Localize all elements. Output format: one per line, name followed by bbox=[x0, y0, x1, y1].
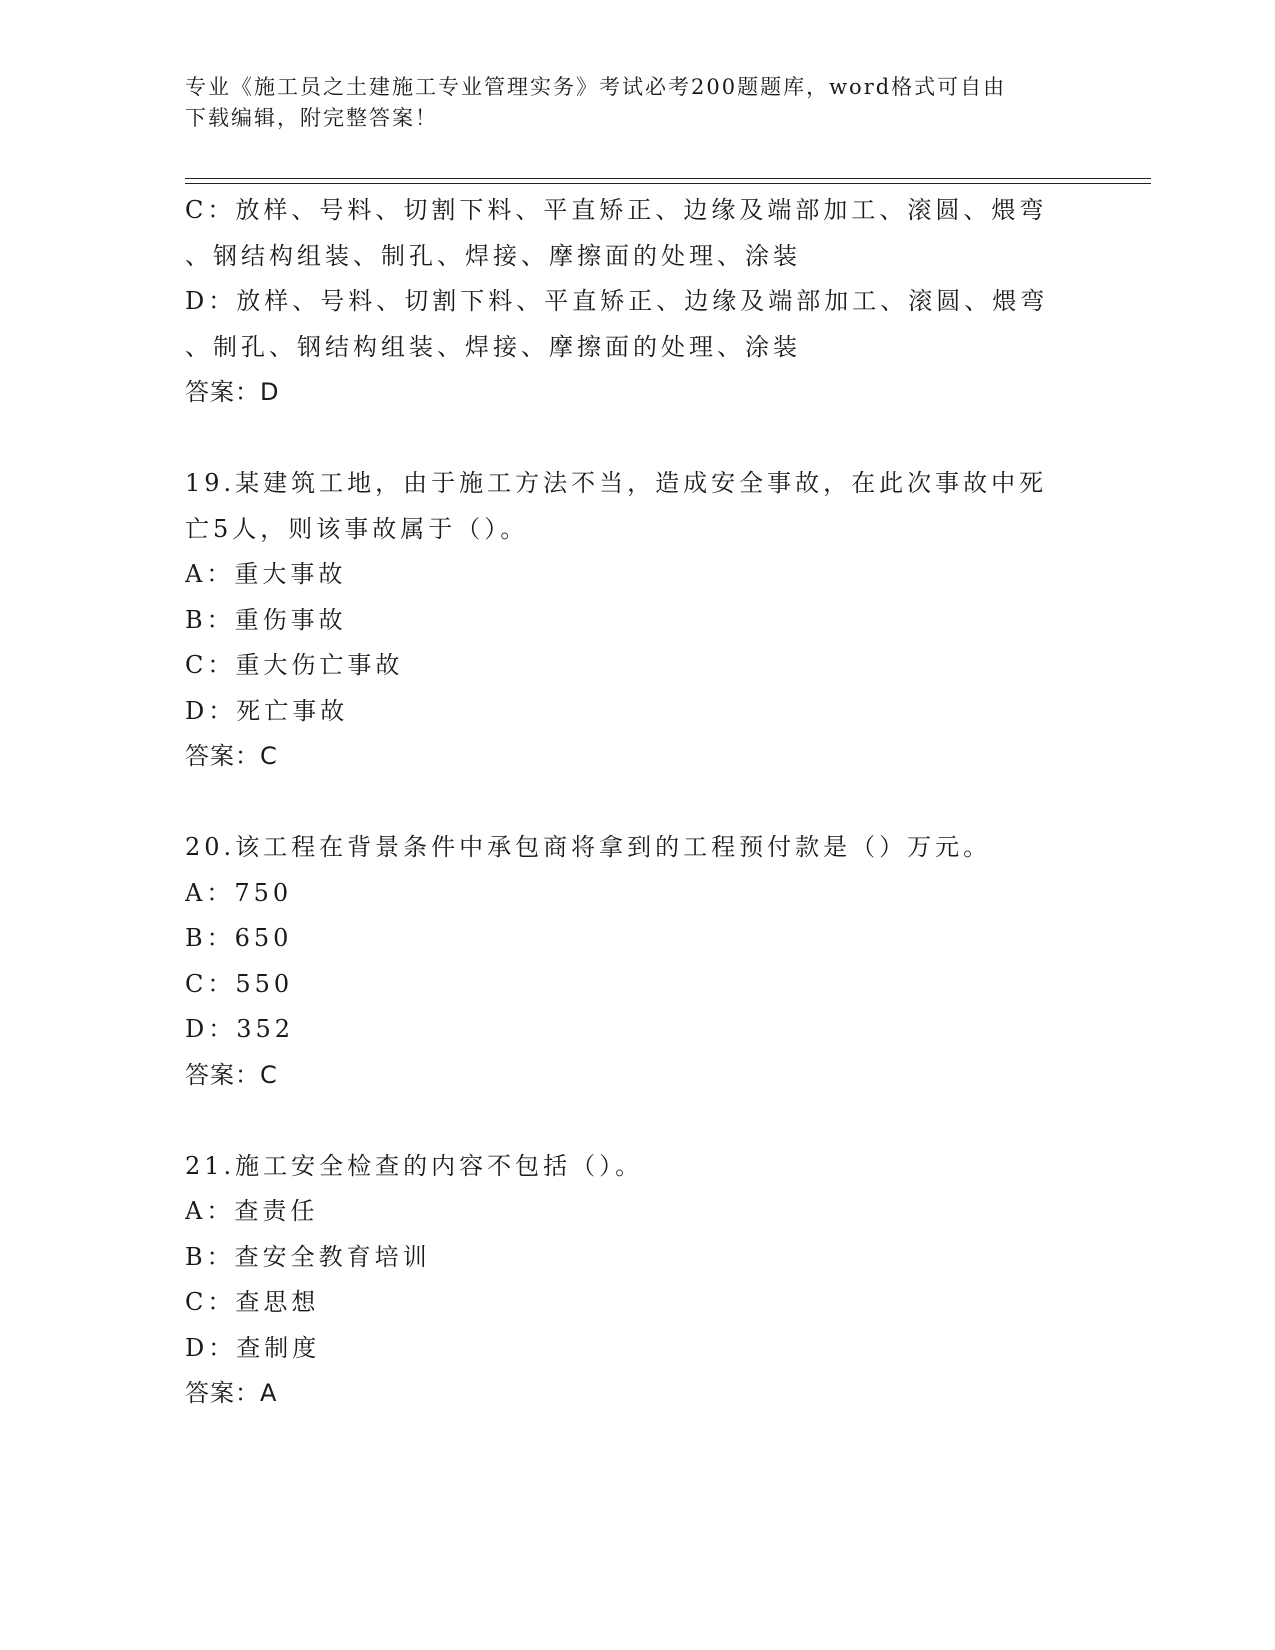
option-text: C：550 bbox=[185, 969, 294, 998]
header-divider-bottom bbox=[185, 183, 1151, 184]
question-spacer bbox=[185, 780, 1065, 826]
option-text: C：重大伤亡事故 bbox=[185, 651, 404, 679]
answer-line: 答案：A bbox=[185, 1379, 278, 1407]
question-stem: 19.某建筑工地，由于施工方法不当，造成安全事故，在此次事故中死 bbox=[185, 469, 1048, 497]
document-header bbox=[185, 72, 1065, 134]
option-text: B：650 bbox=[185, 924, 293, 952]
question-spacer bbox=[185, 1098, 1065, 1144]
option-text: 、钢结构组装、制孔、焊接、摩擦面的处理、涂装 bbox=[185, 241, 801, 270]
option-text: D：死亡事故 bbox=[185, 696, 349, 725]
option-text: A：重大事故 bbox=[185, 560, 347, 588]
question-item bbox=[185, 1144, 1065, 1417]
option-text: C：查思想 bbox=[185, 1288, 320, 1316]
question-stem: 21.施工安全检查的内容不包括（）。 bbox=[185, 1151, 644, 1180]
option-text: D：放样、号料、切割下料、平直矫正、边缘及端部加工、滚圆、煨弯 bbox=[185, 287, 1049, 315]
header-divider-top bbox=[185, 178, 1151, 179]
option-text: A：750 bbox=[185, 878, 293, 907]
question-item bbox=[185, 825, 1065, 1098]
question-list bbox=[185, 188, 1065, 1417]
question-item bbox=[185, 188, 1065, 416]
option-text: D：352 bbox=[185, 1015, 295, 1043]
answer-line: 答案：D bbox=[185, 378, 280, 406]
option-text: A：查责任 bbox=[185, 1197, 319, 1225]
option-text: C：放样、号料、切割下料、平直矫正、边缘及端部加工、滚圆、煨弯 bbox=[185, 196, 1048, 224]
question-stem: 20.该工程在背景条件中承包商将拿到的工程预付款是（）万元。 bbox=[185, 833, 992, 861]
question-spacer bbox=[185, 416, 1065, 462]
answer-line: 答案：C bbox=[185, 742, 278, 770]
answer-line: 答案：C bbox=[185, 1060, 278, 1089]
question-item bbox=[185, 461, 1065, 780]
option-text: D：查制度 bbox=[185, 1333, 321, 1362]
option-text: 、制孔、钢结构组装、焊接、摩擦面的处理、涂装 bbox=[185, 332, 801, 361]
header-title-line-2: 下载编辑，附完整答案！ bbox=[185, 106, 438, 130]
header-title-line-1: 专业《施工员之土建施工专业管理实务》考试必考200题题库，word格式可自由 bbox=[185, 75, 1007, 99]
question-stem: 亡5人，则该事故属于（）。 bbox=[185, 514, 529, 543]
option-text: B：查安全教育培训 bbox=[185, 1242, 431, 1271]
option-text: B：重伤事故 bbox=[185, 605, 347, 634]
